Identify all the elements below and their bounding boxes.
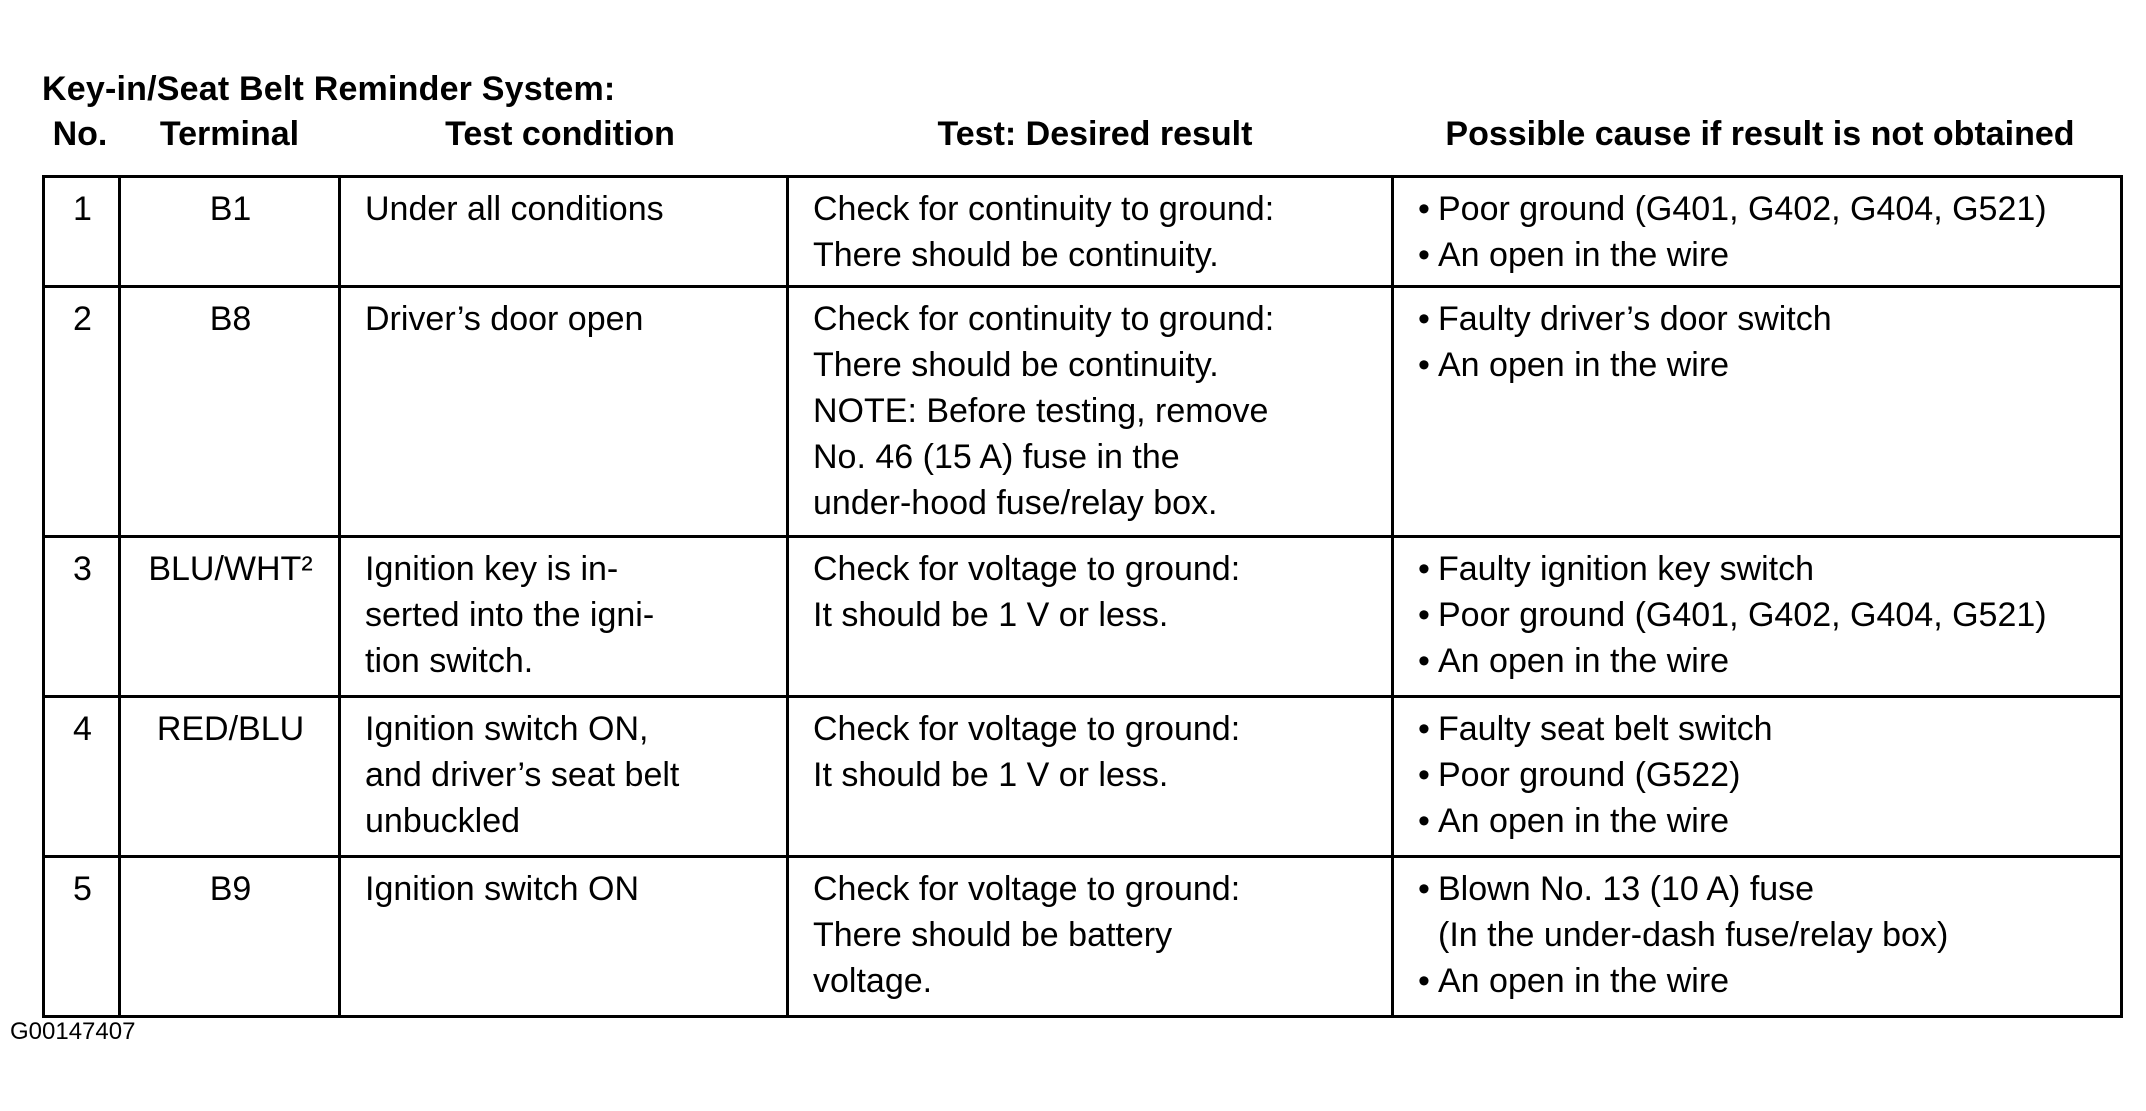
cause-item <box>1418 546 2098 592</box>
cause-item <box>1418 866 2098 912</box>
table-body <box>44 177 2122 1017</box>
cause-text: An open in the wire <box>1438 962 1730 1000</box>
cell-test-condition-line: Ignition key is in- <box>365 550 619 588</box>
bullet-icon: • <box>1418 870 1430 908</box>
cause-text: Poor ground (G401, G402, G404, G521) <box>1438 190 2047 228</box>
cell-desired-result-line: It should be 1 V or less. <box>813 596 1169 634</box>
cell-terminal: BLU/WHT² <box>120 537 340 697</box>
cell-desired-result <box>788 177 1393 287</box>
cell-terminal: B9 <box>120 857 340 1017</box>
column-headers <box>0 115 2146 161</box>
cell-test-condition <box>340 697 788 857</box>
cause-text: Faulty ignition key switch <box>1438 550 1815 588</box>
bullet-icon: • <box>1418 300 1430 338</box>
cell-terminal: RED/BLU <box>120 697 340 857</box>
cell-test-condition-line: Under all conditions <box>365 190 664 228</box>
cell-test-condition <box>340 287 788 537</box>
cell-possible-cause <box>1393 177 2122 287</box>
cell-test-condition <box>340 177 788 287</box>
cell-test-condition <box>340 537 788 697</box>
cell-desired-result-line: Check for voltage to ground: <box>813 870 1241 908</box>
cause-text: An open in the wire <box>1438 802 1730 840</box>
cell-desired-result-line: There should be battery <box>813 916 1173 954</box>
cause-item <box>1418 342 2098 388</box>
cause-item <box>1418 232 2098 278</box>
test-table <box>42 175 2123 1018</box>
cell-possible-cause <box>1393 537 2122 697</box>
bullet-icon: • <box>1418 710 1430 748</box>
bullet-icon: • <box>1418 596 1430 634</box>
cell-test-condition-line: and driver’s seat belt <box>365 756 680 794</box>
cell-desired-result-line: NOTE: Before testing, remove <box>813 392 1269 430</box>
cause-text: (In the under-dash fuse/relay box) <box>1438 916 1949 954</box>
bullet-icon: • <box>1418 346 1430 384</box>
cell-no: 5 <box>44 857 120 1017</box>
cause-text: An open in the wire <box>1438 346 1730 384</box>
cause-text: Faulty seat belt switch <box>1438 710 1773 748</box>
bullet-icon: • <box>1418 190 1430 228</box>
cause-item <box>1418 798 2098 844</box>
cell-desired-result-line: under-hood fuse/relay box. <box>813 484 1218 522</box>
cause-item <box>1418 958 2098 1004</box>
table-row <box>44 177 2122 287</box>
cell-desired-result <box>788 697 1393 857</box>
cause-text: Poor ground (G522) <box>1438 756 1741 794</box>
cell-test-condition <box>340 857 788 1017</box>
cell-no: 4 <box>44 697 120 857</box>
bullet-icon: • <box>1418 642 1430 680</box>
bullet-icon: • <box>1418 962 1430 1000</box>
cell-possible-cause <box>1393 287 2122 537</box>
cell-desired-result <box>788 537 1393 697</box>
table-row <box>44 697 2122 857</box>
cause-text: Faulty driver’s door switch <box>1438 300 1832 338</box>
cell-desired-result-line: It should be 1 V or less. <box>813 756 1169 794</box>
header-terminal: Terminal <box>159 115 300 153</box>
table-row <box>44 857 2122 1017</box>
cell-test-condition-line: Ignition switch ON, <box>365 710 649 748</box>
cell-desired-result <box>788 857 1393 1017</box>
cause-item <box>1418 592 2098 638</box>
cause-text: Poor ground (G401, G402, G404, G521) <box>1438 596 2047 634</box>
cell-test-condition-line: Driver’s door open <box>365 300 644 338</box>
cell-desired-result-line: Check for voltage to ground: <box>813 710 1241 748</box>
system-title: Key-in/Seat Belt Reminder System: <box>42 70 616 108</box>
bullet-icon: • <box>1418 802 1430 840</box>
cause-text: Blown No. 13 (10 A) fuse <box>1438 870 1815 908</box>
cell-no: 3 <box>44 537 120 697</box>
cell-test-condition-line: Ignition switch ON <box>365 870 639 908</box>
header-test-condition: Test condition <box>445 115 675 153</box>
cell-possible-cause <box>1393 857 2122 1017</box>
cell-possible-cause <box>1393 697 2122 857</box>
table-row <box>44 537 2122 697</box>
cell-no: 1 <box>44 177 120 287</box>
header-desired-result: Test: Desired result <box>937 115 1253 153</box>
header-possible-cause: Possible cause if result is not obtained <box>1445 115 2075 153</box>
cell-test-condition-line: tion switch. <box>365 642 534 680</box>
cell-desired-result-line: Check for continuity to ground: <box>813 300 1275 338</box>
bullet-icon: • <box>1418 236 1430 274</box>
cell-desired-result-line: voltage. <box>813 962 933 1000</box>
cell-desired-result-line: Check for voltage to ground: <box>813 550 1241 588</box>
cell-no: 2 <box>44 287 120 537</box>
cause-item <box>1418 638 2098 684</box>
cause-text: An open in the wire <box>1438 236 1730 274</box>
bullet-icon: • <box>1418 756 1430 794</box>
cell-desired-result-line: Check for continuity to ground: <box>813 190 1275 228</box>
cause-item <box>1418 296 2098 342</box>
bullet-icon: • <box>1418 550 1430 588</box>
header-no: No. <box>52 115 108 153</box>
cell-desired-result <box>788 287 1393 537</box>
figure-code: G00147407 <box>10 1018 136 1045</box>
cell-terminal: B1 <box>120 177 340 287</box>
cell-desired-result-line: No. 46 (15 A) fuse in the <box>813 438 1180 476</box>
cause-item <box>1418 186 2098 232</box>
cell-test-condition-line: serted into the igni- <box>365 596 655 634</box>
cell-desired-result-line: There should be continuity. <box>813 236 1219 274</box>
cause-text: An open in the wire <box>1438 642 1730 680</box>
cell-terminal: B8 <box>120 287 340 537</box>
table-row <box>44 287 2122 537</box>
cause-item <box>1418 706 2098 752</box>
cell-test-condition-line: unbuckled <box>365 802 521 840</box>
cause-item <box>1418 752 2098 798</box>
cell-desired-result-line: There should be continuity. <box>813 346 1219 384</box>
cause-item <box>1418 912 2098 958</box>
